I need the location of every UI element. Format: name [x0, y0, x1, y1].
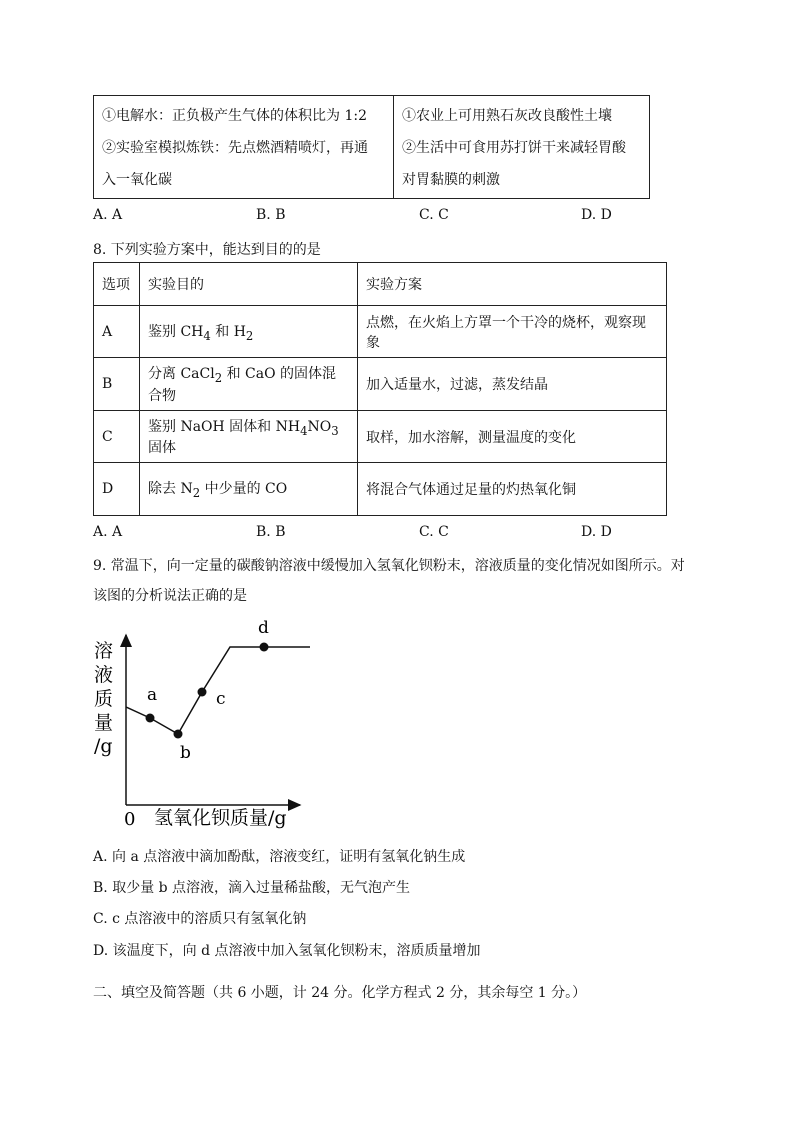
q8-option-b: B. B	[256, 524, 286, 540]
label-d: d	[258, 618, 269, 638]
ylabel-char-2: 液	[94, 664, 114, 686]
label-b: b	[180, 743, 191, 763]
q7-option-b: B. B	[256, 207, 286, 223]
right-line-1: ①农业上可用熟石灰改良酸性土壤	[402, 108, 612, 124]
point-d	[260, 643, 269, 652]
row-purpose: 除去 $N_2$ 中少量的 CO	[140, 463, 358, 516]
table-q7-right	[394, 96, 650, 199]
right-line-2: ②生活中可食用苏打饼干来减轻胃酸	[402, 140, 626, 156]
origin-label: 0	[124, 809, 136, 830]
ylabel-char-1: 溶	[94, 640, 114, 662]
label-a: a	[147, 685, 158, 705]
table-row	[94, 463, 667, 516]
table-row	[94, 306, 667, 358]
ylabel-char-3: 质	[94, 688, 114, 710]
row-purpose: 鉴别 NaOH 固体和 $NH_4NO_3$ 固体	[140, 411, 358, 463]
table-row	[94, 358, 667, 411]
q9-stem-line-2: 该图的分析说法正确的是	[93, 588, 247, 604]
q9-option-d: D. 该温度下，向 d 点溶液中加入氢氧化钡粉末，溶质质量增加	[93, 943, 481, 959]
q8-option-c: C. C	[419, 524, 449, 540]
q9-option-b: B. 取少量 b 点溶液，滴入过量稀盐酸，无气泡产生	[93, 880, 411, 896]
point-c	[198, 688, 207, 697]
header-purpose: 实验目的	[140, 263, 358, 306]
row-plan: 将混合气体通过足量的灼热氧化铜	[358, 463, 667, 516]
header-option: 选项	[94, 263, 140, 306]
q7-option-d: D. D	[581, 207, 612, 223]
row-option: D	[94, 463, 140, 516]
row-option: A	[94, 306, 140, 358]
q9-stem-line-1: 9. 常温下，向一定量的碳酸钠溶液中缓慢加入氢氧化钡粉末，溶液质量的变化情况如图所示。对	[93, 558, 685, 574]
point-a	[146, 714, 155, 723]
right-line-3: 对胃黏膜的刺激	[402, 172, 500, 188]
left-line-3: 入一氧化碳	[102, 172, 172, 188]
row-plan: 取样，加水溶解，测量温度的变化	[358, 411, 667, 463]
q7-option-c: C. C	[419, 207, 449, 223]
label-c: c	[216, 689, 226, 709]
row-option: B	[94, 358, 140, 411]
table-q8	[93, 262, 667, 516]
q7-option-a: A. A	[93, 207, 123, 223]
xlabel: 氢氧化钡质量/g	[154, 807, 287, 829]
row-purpose: 鉴别 $CH_4$ 和 $H_2$	[140, 306, 358, 358]
q8-option-a: A. A	[93, 524, 123, 540]
q8-option-d: D. D	[581, 524, 612, 540]
mass-graph	[90, 615, 320, 835]
header-plan: 实验方案	[358, 263, 667, 306]
q8-stem: 8. 下列实验方案中，能达到目的的是	[93, 242, 321, 258]
point-b	[174, 730, 183, 739]
table-q7-left	[94, 96, 394, 199]
row-option: C	[94, 411, 140, 463]
row-plan: 点燃，在火焰上方罩一个干冷的烧杯，观察现象	[358, 306, 667, 358]
section-2-heading: 二、填空及简答题（共 6 小题，计 24 分。化学方程式 2 分，其余每空 1 分。）	[93, 985, 587, 1001]
left-line-2: ②实验室模拟炼铁：先点燃酒精喷灯，再通	[102, 140, 368, 156]
q9-option-c: C. c 点溶液中的溶质只有氢氧化钠	[93, 911, 307, 927]
ylabel-char-5: /g	[94, 735, 113, 757]
table-row	[94, 411, 667, 463]
left-line-1: ①电解水：正负极产生气体的体积比为 1:2	[102, 108, 367, 124]
row-purpose: 分离 CaCl$_2$ 和 CaO 的固体混合物	[140, 358, 358, 411]
row-plan: 加入适量水，过滤，蒸发结晶	[358, 358, 667, 411]
table-q7	[93, 95, 650, 199]
q9-option-a: A. 向 a 点溶液中滴加酚酞，溶液变红，证明有氢氧化钠生成	[93, 849, 466, 865]
ylabel-char-4: 量	[94, 712, 114, 734]
